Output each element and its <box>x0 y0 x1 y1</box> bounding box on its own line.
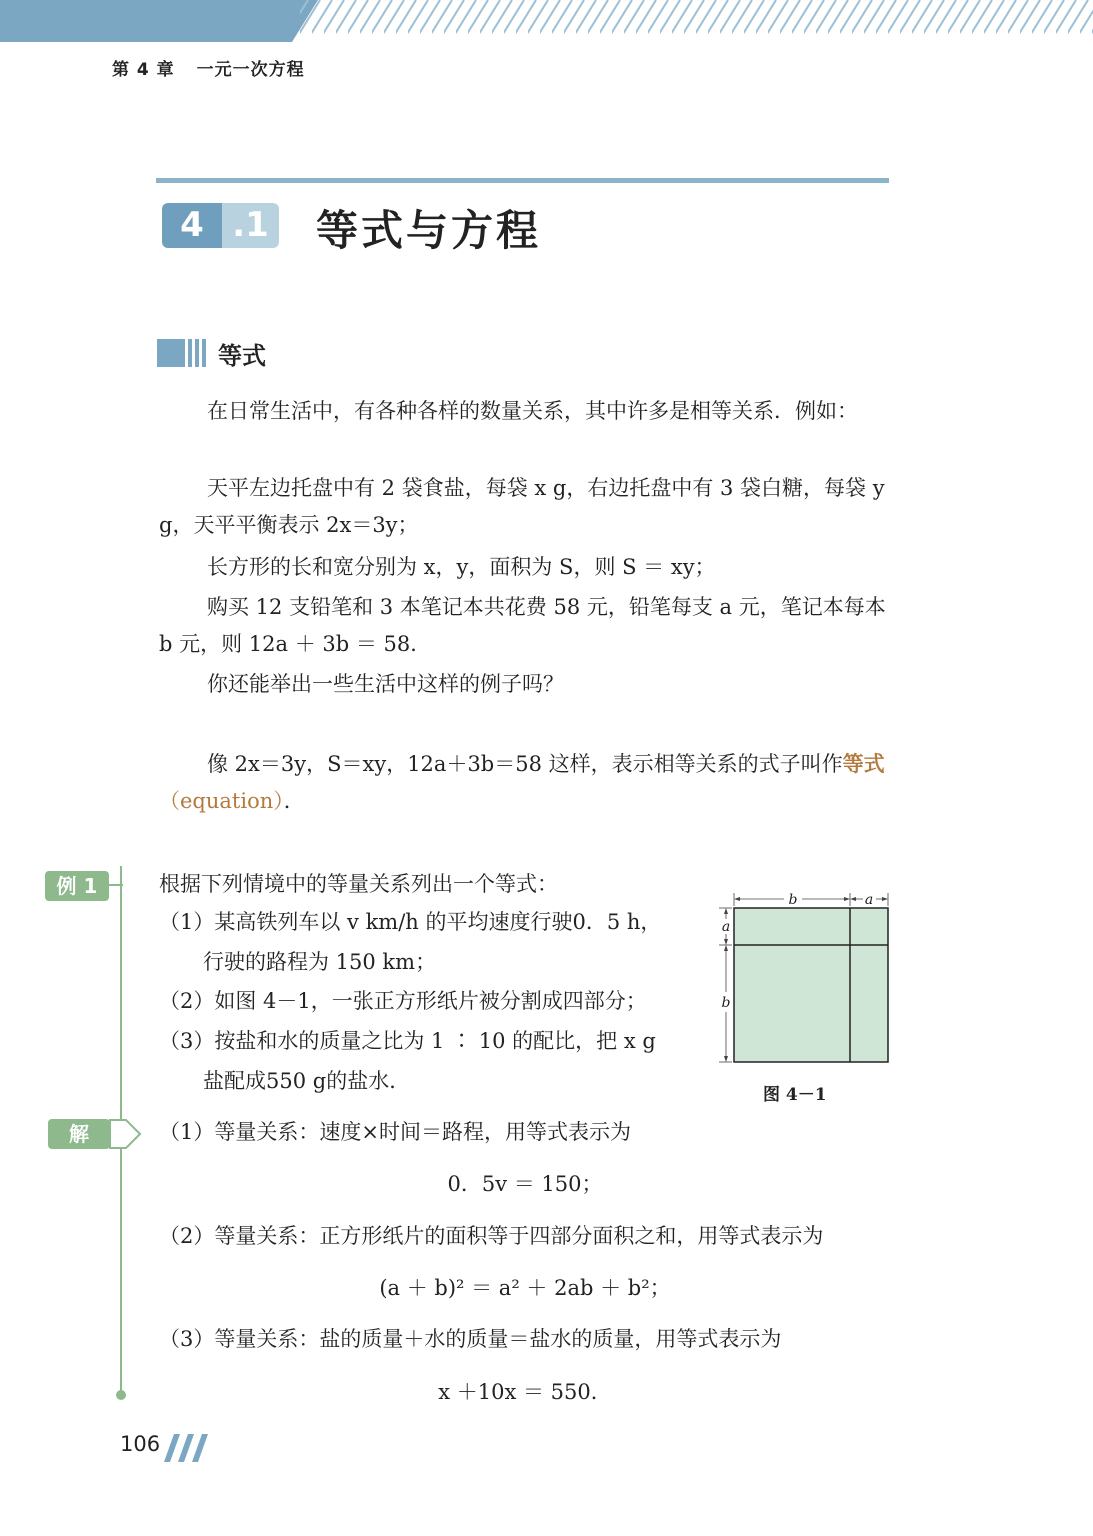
chapter-header <box>112 55 305 80</box>
figure-square-diagram <box>718 890 896 1070</box>
solution-equation-3: x ＋10x ＝ 550． <box>438 1380 612 1404</box>
example-tag: 例 1 <box>45 871 109 901</box>
chapter-title: 一元一次方程 <box>196 60 305 80</box>
intro-question: 你还能举出一些生活中这样的例子吗？ <box>207 672 564 696</box>
definition-english: （equation） <box>159 789 284 813</box>
figure-label-a-top: a <box>864 892 874 908</box>
chapter-number: 第 4 章 <box>112 60 175 80</box>
page-number: 106 <box>120 1432 161 1456</box>
example-item-2: （2）如图 4－1，一张正方形纸片被分割成四部分； <box>159 989 647 1013</box>
example-item-1b: 行驶的路程为 150 km； <box>203 950 437 974</box>
solution-equation-1: 0．5v ＝ 150； <box>447 1172 603 1196</box>
figure-label-b-top: b <box>788 892 798 908</box>
intro-paragraph-2: 天平左边托盘中有 2 袋食盐，每袋 x g，右边托盘中有 3 袋白糖，每袋 y g，天平平衡表示 2x＝3y； <box>159 476 885 537</box>
subsection-marker-icon <box>157 339 206 367</box>
section-title: 等式与方程 <box>316 206 542 255</box>
example-item-1a: （1）某高铁列车以 v km/h 的平均速度行驶0．5 h， <box>159 910 662 934</box>
intro-paragraph-4: 购买 12 支铅笔和 3 本笔记本共花费 58 元，铅笔每支 a 元，笔记本每本 b 元，则 12a ＋ 3b ＝ 58． <box>159 595 886 656</box>
solution-tag: 解 <box>48 1119 110 1149</box>
section-number-badge <box>162 203 279 248</box>
solution-step-1: （1）等量关系：速度×时间＝路程，用等式表示为 <box>159 1120 631 1144</box>
header-band <box>0 0 1093 42</box>
example-item-3b: 盐配成550 g的盐水． <box>203 1069 411 1093</box>
figure-caption: 图 4－1 <box>763 1085 827 1105</box>
solution-equation-2: (a ＋ b)² ＝ a² ＋ 2ab ＋ b²； <box>379 1276 671 1300</box>
intro-paragraph-3: 长方形的长和宽分别为 x，y，面积为 S，则 S ＝ xy； <box>207 555 716 579</box>
subsection-title: 等式 <box>218 342 266 370</box>
figure-label-b-left: b <box>721 995 731 1011</box>
example-rail-tick <box>109 884 123 886</box>
solution-step-2: （2）等量关系：正方形纸片的面积等于四部分面积之和，用等式表示为 <box>159 1224 824 1248</box>
example-intro: 根据下列情境中的等量关系列出一个等式： <box>159 872 558 896</box>
figure-label-a-left: a <box>721 919 731 935</box>
intro-paragraph-1: 在日常生活中，有各种各样的数量关系，其中许多是相等关系．例如： <box>207 399 858 423</box>
definition-paragraph: 像 2x＝3y，S＝xy，12a＋3b＝58 这样，表示相等关系的式子叫作等式（equation）． <box>159 752 885 813</box>
example-item-3a: （3）按盐和水的质量之比为 1 ∶ 10 的配比，把 x g <box>159 1029 656 1053</box>
solution-step-3: （3）等量关系：盐的质量＋水的质量＝盐水的质量，用等式表示为 <box>159 1327 782 1351</box>
section-number-sub: .1 <box>222 203 279 248</box>
definition-term: 等式 <box>842 752 885 776</box>
section-rule <box>156 178 889 183</box>
page-slashes-decoration <box>164 1434 208 1462</box>
section-number-main: 4 <box>162 203 222 248</box>
example-rail-end-dot <box>116 1390 126 1400</box>
solution-arrow-icon <box>108 1118 142 1150</box>
